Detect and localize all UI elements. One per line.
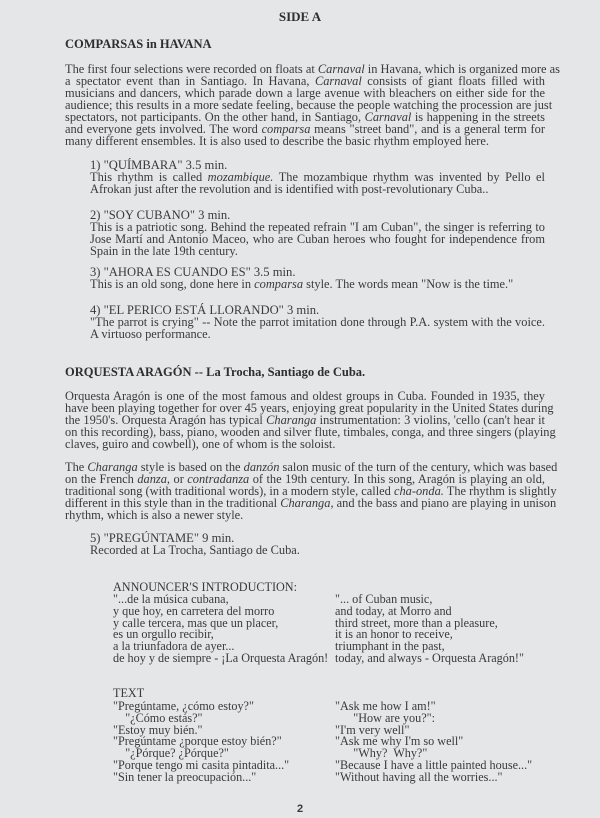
text-line: Recorded at La Trocha, Santiago de Cuba. xyxy=(90,543,300,557)
announcer-heading: ANNOUNCER'S INTRODUCTION: xyxy=(113,580,297,594)
track-1 xyxy=(90,159,545,195)
aragon-paragraph-2 xyxy=(65,460,558,522)
comparsas-intro-paragraph xyxy=(65,62,560,148)
text-line: The Charanga style is based on the danzón salon music of the turn of the century, which was based xyxy=(65,460,558,474)
text-line: the 1950's. Orquesta Aragón has typical Charanga instrumentation: 3 violins, 'cello (can't hear it xyxy=(65,413,545,427)
track-title: 5) "PREGÚNTAME" 9 min. xyxy=(90,531,235,545)
aragon-paragraph-1 xyxy=(65,389,556,451)
track-title: 2) "SOY CUBANO" 3 min. xyxy=(90,208,231,222)
text-line: and everyone gets involved. The word comparsa means "street band", and is a general term for xyxy=(65,122,545,136)
section-heading-aragon: ORQUESTA ARAGÓN -- La Trocha, Santiago de Cuba. xyxy=(65,365,366,379)
text-line: traditional song (with traditional words), in a modern style, called cha-onda. The rhythm is slightly xyxy=(65,484,557,498)
text-line: This rhythm is called mozambique. The mozambique rhythm was invented by Pello el xyxy=(90,170,545,184)
text-line: claves, guiro and cowbell), one of whom is the soloist. xyxy=(65,437,336,451)
lyrics-spanish: "Pregúntame, ¿cómo estoy?" "¿Cómo estás?" "Estoy muy bién." "Pregúntame ¿porque estoy bién?" "¿Pórque? ¿Pórque?" "Porque tengo mi casita pintadita..." "Sin tener la preocupación..." xyxy=(113,699,290,784)
text-line: Spain in the late 19th century. xyxy=(90,244,238,258)
track-title: 4) "EL PERICO ESTÁ LLORANDO" 3 min. xyxy=(90,303,320,317)
text-line: on the French danza, or contradanza of the 19th century. In this song, Aragón is playing an old, xyxy=(65,472,545,486)
track-title: 3) "AHORA ES CUANDO ES" 3.5 min. xyxy=(90,265,296,279)
track-4 xyxy=(90,304,545,340)
page-number: 2 xyxy=(296,803,304,815)
text-line: a spectator event than in Santiago. In Havana, Carnaval consists of giant floats filled with xyxy=(65,74,545,88)
text-line: The first four selections were recorded on floats at Carnaval in Havana, which is organized more as xyxy=(65,62,560,76)
announcer-english: "... of Cuban music, and today, at Morro and third street, more than a pleasure, it is an honor to receive, triumphant in the past, today, and always - Orquesta Aragón!" xyxy=(335,592,524,665)
text-line: many different ensembles. It is also used to describe the basic rhythm employed here. xyxy=(65,134,490,148)
text-line: A virtuoso performance. xyxy=(90,327,211,341)
section-heading-comparsas: COMPARSAS in HAVANA xyxy=(65,37,212,51)
lyrics-heading: TEXT xyxy=(113,686,145,700)
text-line: audience; this results in a more sedate feeling, because the people watching the procession are just xyxy=(65,98,553,112)
track-5 xyxy=(90,532,545,556)
lyrics-english: "Ask me how I am!" "How are you?": "I'm very well" "Ask me why I'm so well" "Why? Why?" "Because I have a little painted house..." "Without having all the worries..." xyxy=(335,699,533,784)
text-line: spectators, not participants. On the other hand, in Santiago, Carnaval is happening in the streets xyxy=(65,110,545,124)
track-2 xyxy=(90,209,545,257)
text-line: Orquesta Aragón is one of the most famous and oldest groups in Cuba. Founded in 1935, they xyxy=(65,389,545,403)
text-line: This is a patriotic song. Behind the repeated refrain "I am Cuban", the singer is referring to xyxy=(90,220,545,234)
text-line: on this recording), bass, piano, wooden and silver flute, timbales, conga, and three singers (playing xyxy=(65,425,556,439)
text-line: different in this style than in the traditional Charanga, and the bass and piano are playing in unison xyxy=(65,496,557,510)
text-line: Jose Martí and Antonio Maceo, who are Cuban heroes who fought for independence from xyxy=(90,232,545,246)
text-line: Afrokan just after the revolution and is identified with post-revolutionary Cuba.. xyxy=(90,182,489,196)
text-line: have been playing together for over 45 years, enjoying great popularity in the United States during xyxy=(65,401,554,415)
announcer-spanish: "...de la música cubana, y que hoy, en carretera del morro y calle tercera, mas que un placer, es un orgullo recibir, a la triunfadora de ayer... de hoy y de siempre - ¡La Orquesta Aragón! xyxy=(113,592,329,665)
track-3 xyxy=(90,266,545,290)
text-line: "The parrot is crying" -- Note the parrot imitation done through P.A. system with the voice. xyxy=(90,315,545,329)
page-title: SIDE A xyxy=(278,9,322,24)
text-line: musicians and dancers, which parade down a large avenue with bleachers on either side for the xyxy=(65,86,545,100)
text-line: rhythm, which is also a newer style. xyxy=(65,508,244,522)
text-line: This is an old song, done here in comparsa style. The words mean "Now is the time." xyxy=(90,277,514,291)
track-title: 1) "QUÍMBARA" 3.5 min. xyxy=(90,158,228,172)
